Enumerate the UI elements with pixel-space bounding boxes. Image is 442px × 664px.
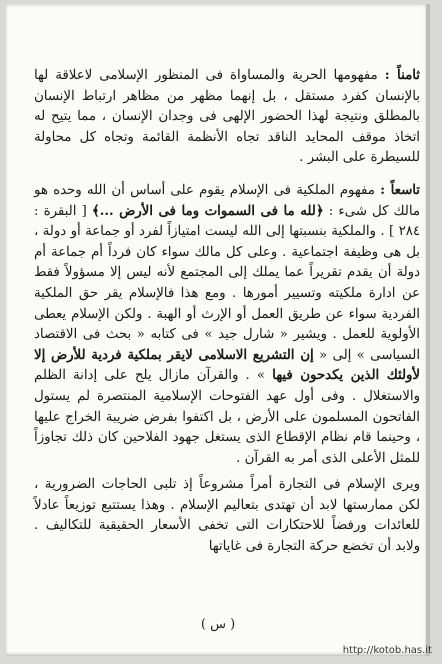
quran-quote: ﴿لله ما فى السموات وما فى الأرض ...﴾: [91, 203, 324, 219]
paragraph-lead-ninth: تاسعاً :: [380, 182, 420, 198]
paragraph-text: مفهوم الملكية فى الإسلام يقوم على أساس أن الله وحده هو مالك كل شىء :: [34, 182, 420, 219]
body-text: [34, 66, 420, 570]
page-number: ( س ): [200, 617, 236, 632]
highlighted-quote: إن التشريع الاسلامى لايقر بملكية فردية للأرض إلا لأولئك الذين يكدحون فيها: [34, 347, 421, 384]
page-edge-shadow: [426, 4, 430, 656]
paragraph-eighth: [34, 66, 420, 169]
paragraph-trade: [34, 475, 420, 557]
paragraph-text: ويرى الإسلام فى التجارة أمراً مشروعاً إذ تلبى الحاجات الضرورية ، لكن ممارستها لابد أن تهتدى بتعاليم الإسلام . وهذا يستتبع توزيعاً عادلاً للعائدات ورفضاً للاحتكارات التى تخفى الأسعار الحقيقية للتكاليف . ولابد أن تخضع حركة التجارة فى غاياتها: [34, 477, 420, 555]
paragraph-ninth: [34, 181, 420, 469]
paragraph-text: » . والقرآن مازال يلح على إدانة الظلم والاستغلال . وفى أول عهد الفتوحات الإسلامية المنتصرة لم يستول الفاتحون المسلمون على الأرض ، بل اكتفوا بفرض ضريبة الخراج عليها ، وحينما قام نظام الإقطاع الذى يستغل جهود الفلاحين كان ذلك تجاوزاً للمثل الأعلى الذى أمر به القرآن .: [34, 368, 420, 466]
paragraph-text: [ البقرة : ٢٨٤ ] . والملكية بنسبتها إلى الله ليست امتيازاً لفرد أو جماعة أو دولة ، بل هى وظيفة اجتماعية . وعلى كل مالك سواء كان فرداً أم جماعة أم دولة أن يقدم تقريراً عما يملك إلى المجتمع لأنه ليس إلا مسؤولاً فقط عن ادارة ملكيته وتسيير أمورها . ومع هذا فالإسلام يقر حق الملكية الفردية سواء عن طريق العمل أو الإرث أو الهبة . ولكن الإسلام يعطى الأولوية للعمل . ويشير « شارل جيد » فى كتابه « بحث فى الاقتصاد السياسى » إلى «: [34, 203, 421, 363]
book-page: [6, 4, 430, 656]
source-watermark: http://kotob.has.it: [342, 645, 432, 656]
paragraph-lead-eighth: ثامناً :: [384, 68, 420, 83]
paragraph-text: مفهومها الحرية والمساواة فى المنظور الإسلامى لاعلاقة لها بالإنسان كفرد مستقل ، بل إنهما مظهر من مظاهر ارتباط الإنسان بالمطلق ونتيجة لهذا الحضور الإلهى فى وجدان الإنسان ، مما يتيح له اتخاذ موقف المحايد الناقد تجاه الأنظمة القائمة وتجاه كل محاولة للسيطرة على البشر .: [34, 68, 420, 166]
